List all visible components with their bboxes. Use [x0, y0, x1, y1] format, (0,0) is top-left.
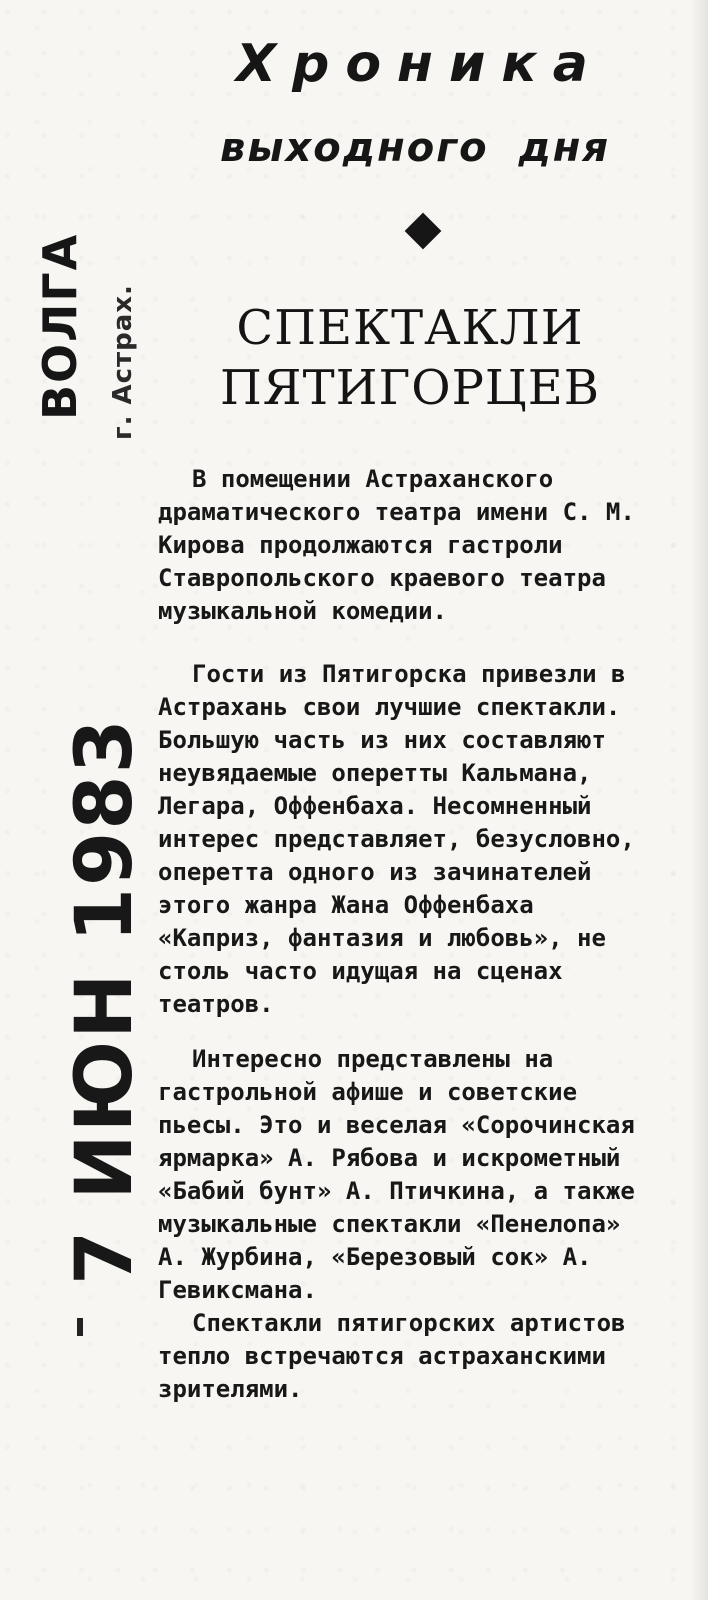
article-title-line-1: СПЕКТАКЛИ — [236, 300, 584, 356]
date-stamp: 7 ИЮН 1983 — [60, 717, 150, 1285]
date-stamp-mark — [77, 1318, 83, 1336]
article-paragraph: Гости из Пятигорска привезли в Астрахань свои лучшие спектакли. Большую часть из них составляют неувядаемые оперетты Кальмана, Легара, Оффенбаха. Несомненный интерес представляет, безусловно, оперетта одного из зачинателей этого жанра Жана Оффенбаха «Каприз, фантазия и любовь», не столь часто идущая на сценах театров. — [158, 660, 635, 1018]
section-heading-line-2: выходного дня — [220, 125, 611, 171]
section-heading-line-1: Хроника — [236, 34, 604, 94]
city-stamp: г. Астрах. — [108, 284, 138, 440]
article-paragraph: Спектакли пятигорских артистов тепло встречаются астраханскими зрителями. — [158, 1309, 626, 1403]
article-paragraph: Интересно представлены на гастрольной афише и советские пьесы. Это и веселая «Сорочинская ярмарка» А. Рябова и искрометный «Бабий бунт» А. Птичкина, а также музыкальные спектакли «Пенелопа» А. Журбина, «Березовый сок» А. Гевиксмана. — [158, 1045, 635, 1304]
article-title — [200, 298, 620, 418]
article-body — [158, 463, 660, 1406]
page-edge-shadow — [690, 0, 708, 1600]
article-title-line-2: ПЯТИГОРЦЕВ — [219, 360, 601, 416]
article-paragraph: В помещении Астраханского драматического театра имени С. М. Кирова продолжаются гастроли Ставропольского краевого театра музыкальной комедии. — [158, 465, 635, 625]
newspaper-name-stamp: ВОЛГА — [33, 232, 87, 420]
